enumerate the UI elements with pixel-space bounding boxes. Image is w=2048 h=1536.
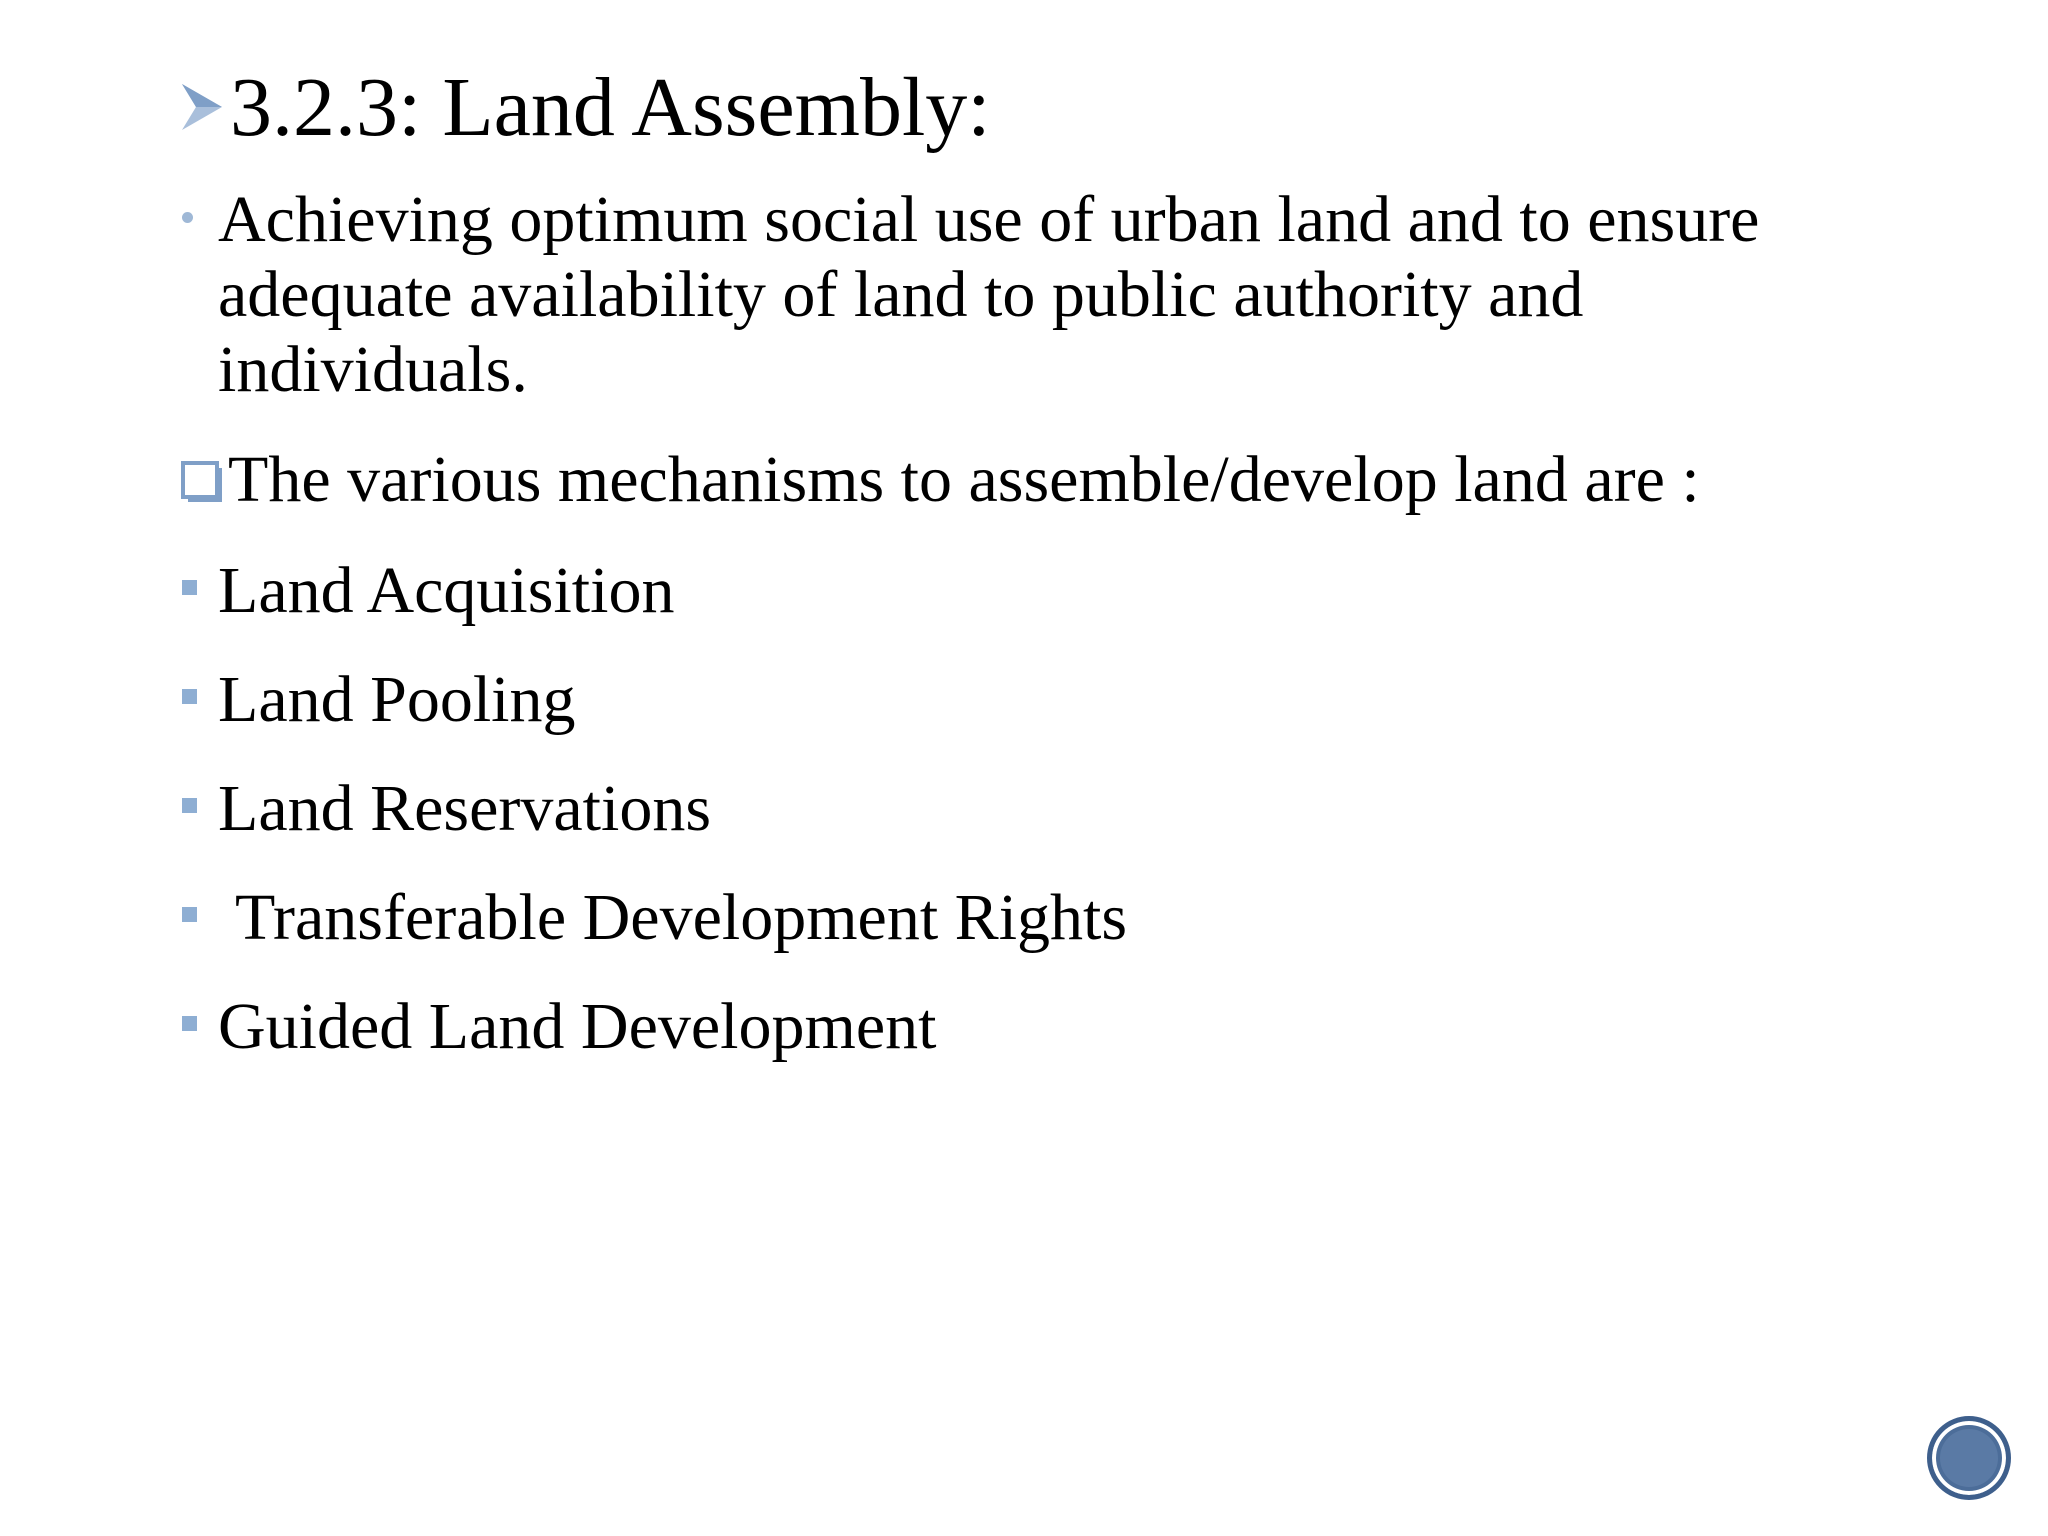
list-item-text: Guided Land Development bbox=[218, 990, 937, 1063]
lead-in-text: The various mechanisms to assemble/develop land are : bbox=[228, 443, 1700, 516]
intro-text: Achieving optimum social use of urban land and to ensure adequate availability of land to public authority and individuals. bbox=[218, 183, 1760, 406]
square-bullet-icon bbox=[182, 907, 197, 922]
list-item-text: Land Reservations bbox=[218, 772, 712, 845]
hollow-square-bullet-icon bbox=[180, 460, 226, 506]
round-slide-badge-icon bbox=[1927, 1416, 2011, 1500]
square-bullet-icon bbox=[182, 580, 197, 595]
round-bullet-icon bbox=[182, 212, 193, 223]
square-bullet-icon bbox=[182, 689, 197, 704]
arrowhead-bullet-icon bbox=[180, 82, 224, 132]
slide-title: 3.2.3: Land Assembly: bbox=[230, 61, 991, 154]
square-bullet-icon bbox=[182, 798, 197, 813]
list-item-text: Land Pooling bbox=[218, 663, 576, 736]
list-item-text: Land Acquisition bbox=[218, 554, 675, 627]
square-bullet-icon bbox=[182, 1016, 197, 1031]
list-item-text: Transferable Development Rights bbox=[235, 881, 1128, 954]
